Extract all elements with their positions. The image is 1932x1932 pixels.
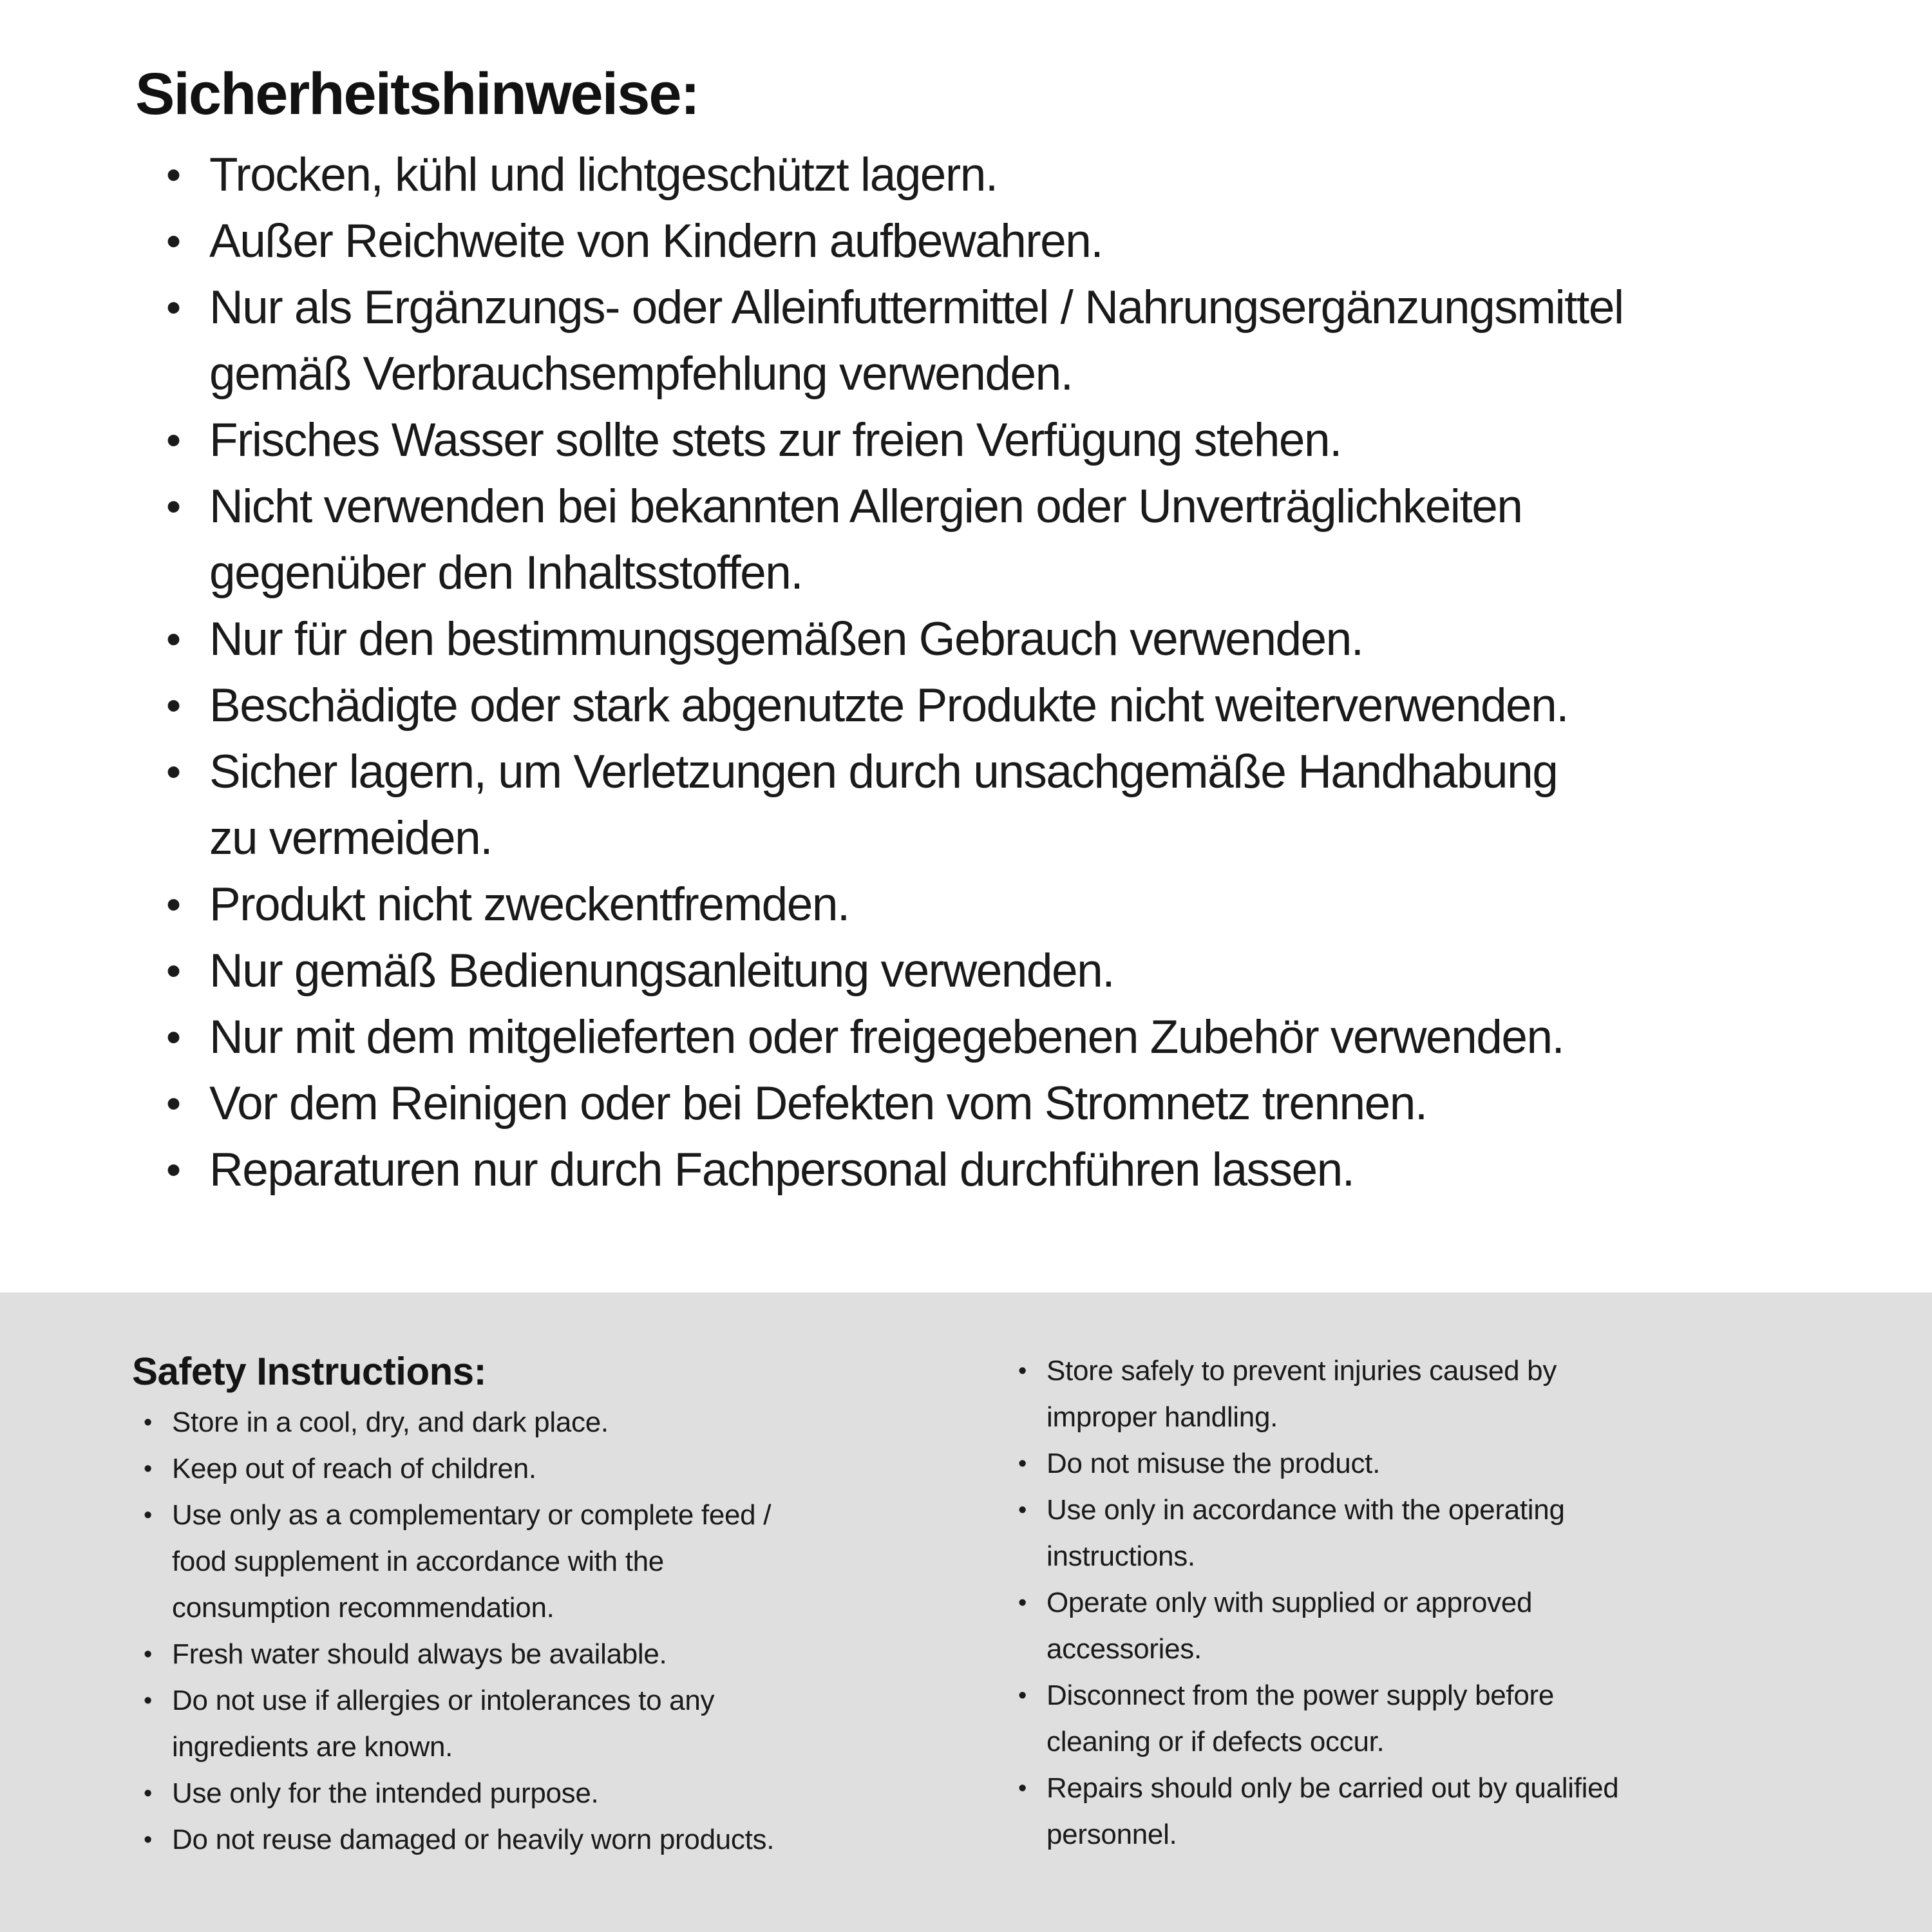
list-item <box>132 1817 774 1863</box>
list-item <box>135 1137 1624 1203</box>
german-title: Sicherheitshinweise: <box>135 61 699 127</box>
list-item <box>135 274 1624 407</box>
line: personnel. <box>1046 1819 1177 1850</box>
line: • Nur als Ergänzungs- oder Alleinfuttermittel / Nahrungsergänzungsmittel <box>209 281 1624 334</box>
line: • Keep out of reach of children. <box>172 1453 536 1484</box>
line: • Frisches Wasser sollte stets zur freien Verfügung stehen. <box>209 414 1341 466</box>
list-item <box>1007 1672 1618 1765</box>
line: consumption recommendation. <box>172 1592 554 1624</box>
line: • Operate only with supplied or approved <box>1046 1587 1533 1618</box>
line: • Use only for the intended purpose. <box>172 1777 599 1809</box>
line: accessories. <box>1046 1633 1202 1665</box>
line: • Use only in accordance with the operating <box>1046 1494 1565 1526</box>
list-item <box>1007 1580 1618 1672</box>
list-item <box>135 473 1624 606</box>
line: • Use only as a complementary or complete feed / <box>172 1499 772 1531</box>
list-item <box>135 871 1624 938</box>
list-item <box>132 1399 774 1446</box>
german-safety-list <box>135 142 1624 1203</box>
line: • Do not reuse damaged or heavily worn products. <box>172 1824 775 1855</box>
list-item <box>1007 1441 1618 1487</box>
line: instructions. <box>1046 1540 1195 1572</box>
list-item <box>135 407 1624 473</box>
line: • Produkt nicht zweckentfremden. <box>209 878 849 931</box>
list-item <box>132 1492 774 1631</box>
list-item <box>135 672 1624 739</box>
list-item <box>135 739 1624 871</box>
line: • Sicher lagern, um Verletzungen durch unsachgemäße Handhabung <box>209 746 1558 798</box>
line: cleaning or if defects occur. <box>1046 1726 1385 1757</box>
line: zu vermeiden. <box>209 812 492 864</box>
line: • Nur für den bestimmungsgemäßen Gebrauch verwenden. <box>209 613 1363 665</box>
list-item <box>132 1446 774 1492</box>
list-item <box>135 208 1624 274</box>
list-item <box>132 1678 774 1770</box>
english-safety-panel <box>0 1293 1932 1932</box>
line: • Repairs should only be carried out by qualified <box>1046 1772 1619 1804</box>
list-item <box>1007 1348 1618 1441</box>
list-item <box>135 606 1624 672</box>
line: • Disconnect from the power supply before <box>1046 1680 1555 1711</box>
line: • Außer Reichweite von Kindern aufbewahren. <box>209 215 1103 267</box>
list-item <box>132 1631 774 1678</box>
line: improper handling. <box>1046 1401 1278 1433</box>
list-item <box>1007 1765 1618 1858</box>
english-heading: Safety Instructions: <box>132 1350 487 1393</box>
line: • Do not use if allergies or intolerances to any <box>172 1685 715 1716</box>
line: • Nicht verwenden bei bekannten Allergien oder Unverträglichkeiten <box>209 480 1522 533</box>
list-item <box>135 938 1624 1004</box>
line: • Fresh water should always be available. <box>172 1638 667 1670</box>
line: • Vor dem Reinigen oder bei Defekten vom Stromnetz trennen. <box>209 1077 1427 1130</box>
list-item <box>1007 1487 1618 1580</box>
line: gegenüber den Inhaltsstoffen. <box>209 547 803 599</box>
line: • Store in a cool, dry, and dark place. <box>172 1406 609 1438</box>
line: • Trocken, kühl und lichtgeschützt lagern. <box>209 149 998 201</box>
list-item <box>132 1770 774 1817</box>
list-item <box>135 1070 1624 1137</box>
list-item <box>135 142 1624 208</box>
line: • Beschädigte oder stark abgenutzte Produkte nicht weiterverwenden. <box>209 679 1569 732</box>
line: • Store safely to prevent injuries caused by <box>1046 1355 1557 1387</box>
english-safety-list-left <box>132 1399 774 1863</box>
line: • Nur mit dem mitgelieferten oder freigegebenen Zubehör verwenden. <box>209 1011 1564 1063</box>
line: • Reparaturen nur durch Fachpersonal durchführen lassen. <box>209 1144 1354 1196</box>
english-safety-list-right <box>1007 1348 1618 1858</box>
line: ingredients are known. <box>172 1731 453 1763</box>
line: • Nur gemäß Bedienungsanleitung verwenden. <box>209 945 1114 997</box>
line: • Do not misuse the product. <box>1046 1448 1381 1479</box>
line: food supplement in accordance with the <box>172 1546 664 1577</box>
list-item <box>135 1004 1624 1070</box>
line: gemäß Verbrauchsempfehlung verwenden. <box>209 348 1073 400</box>
